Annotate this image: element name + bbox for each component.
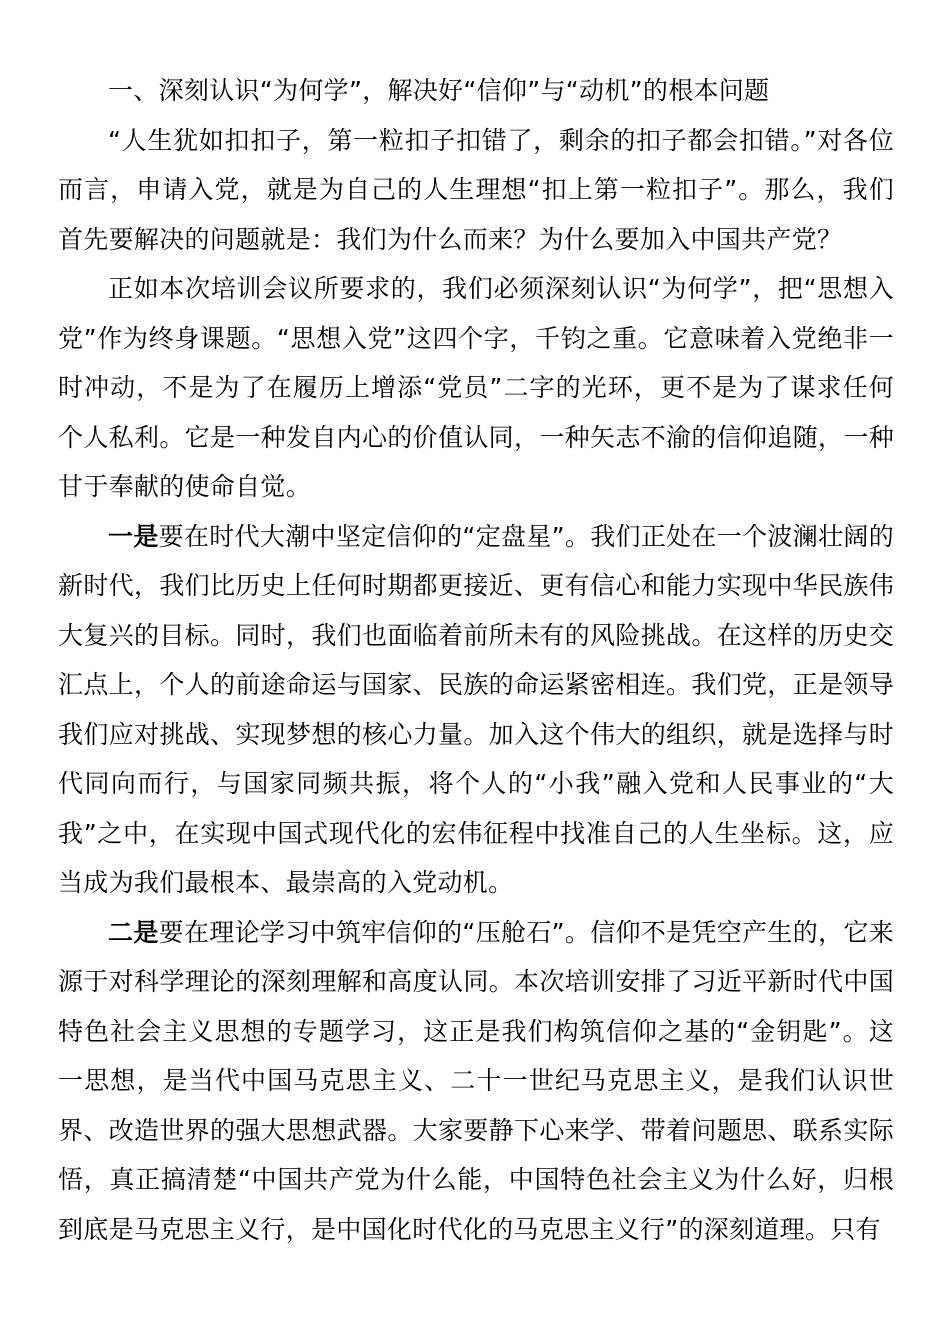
paragraph-3-text: 要在时代大潮中坚定信仰的“定盘星”。我们正处在一个波澜壮阔的新时代，我们比历史上任何时期都更接近、更有信心和能力实现中华民族伟大复兴的目标。同时，我们也面临着前所未有的风险挑战。在这样的历史交汇点上，个人的前途命运与国家、民族的命运紧密相连。我们党，正是领导我们应对挑战、实现梦想的核心力量。加入这个伟大的组织，就是选择与时代同向而行，与国家同频共振，将个人的“小我”融入党和人民事业的“大我”之中，在实现中国式现代化的宏伟征程中找准自己的人生坐标。这，应当成为我们最根本、最崇高的入党动机。 [58, 521, 894, 897]
paragraph-4 [58, 908, 894, 1255]
paragraph-3-lead: 一是 [108, 521, 159, 551]
paragraph-2-text: 正如本次培训会议所要求的，我们必须深刻认识“为何学”，把“思想入党”作为终身课题。“思想入党”这四个字，千钧之重。它意味着入党绝非一时冲动，不是为了在履历上增添“党员”二字的光环，更不是为了谋求任何个人私利。它是一种发自内心的价值认同，一种矢志不渝的信仰追随，一种甘于奉献的使命自觉。 [58, 274, 894, 501]
paragraph-4-lead: 二是 [108, 917, 159, 947]
paragraph-1-text: “人生犹如扣扣子，第一粒扣子扣错了，剩余的扣子都会扣错。”对各位而言，申请入党，就是为自己的人生理想“扣上第一粒扣子”。那么，我们首先要解决的问题就是：我们为什么而来？为什么要加入中国共产党？ [58, 125, 894, 254]
paragraph-2 [58, 264, 894, 512]
section-heading: 一、深刻认识“为何学”，解决好“信仰”与“动机”的根本问题 [108, 76, 770, 105]
paragraph-4-text: 要在理论学习中筑牢信仰的“压舱石”。信仰不是凭空产生的，它来源于对科学理论的深刻理解和高度认同。本次培训安排了习近平新时代中国特色社会主义思想的专题学习，这正是我们构筑信仰之基的“金钥匙”。这一思想，是当代中国马克思主义、二十一世纪马克思主义，是我们认识世界、改造世界的强大思想武器。大家要静下心来学、带着问题思、联系实际悟，真正搞清楚“中国共产党为什么能，中国特色社会主义为什么好，归根到底是马克思主义行，是中国化时代化的马克思主义行”的深刻道理。只有 [58, 917, 894, 1244]
paragraph-3 [58, 512, 894, 908]
paragraph-1 [58, 116, 894, 265]
document-body [58, 66, 894, 1254]
